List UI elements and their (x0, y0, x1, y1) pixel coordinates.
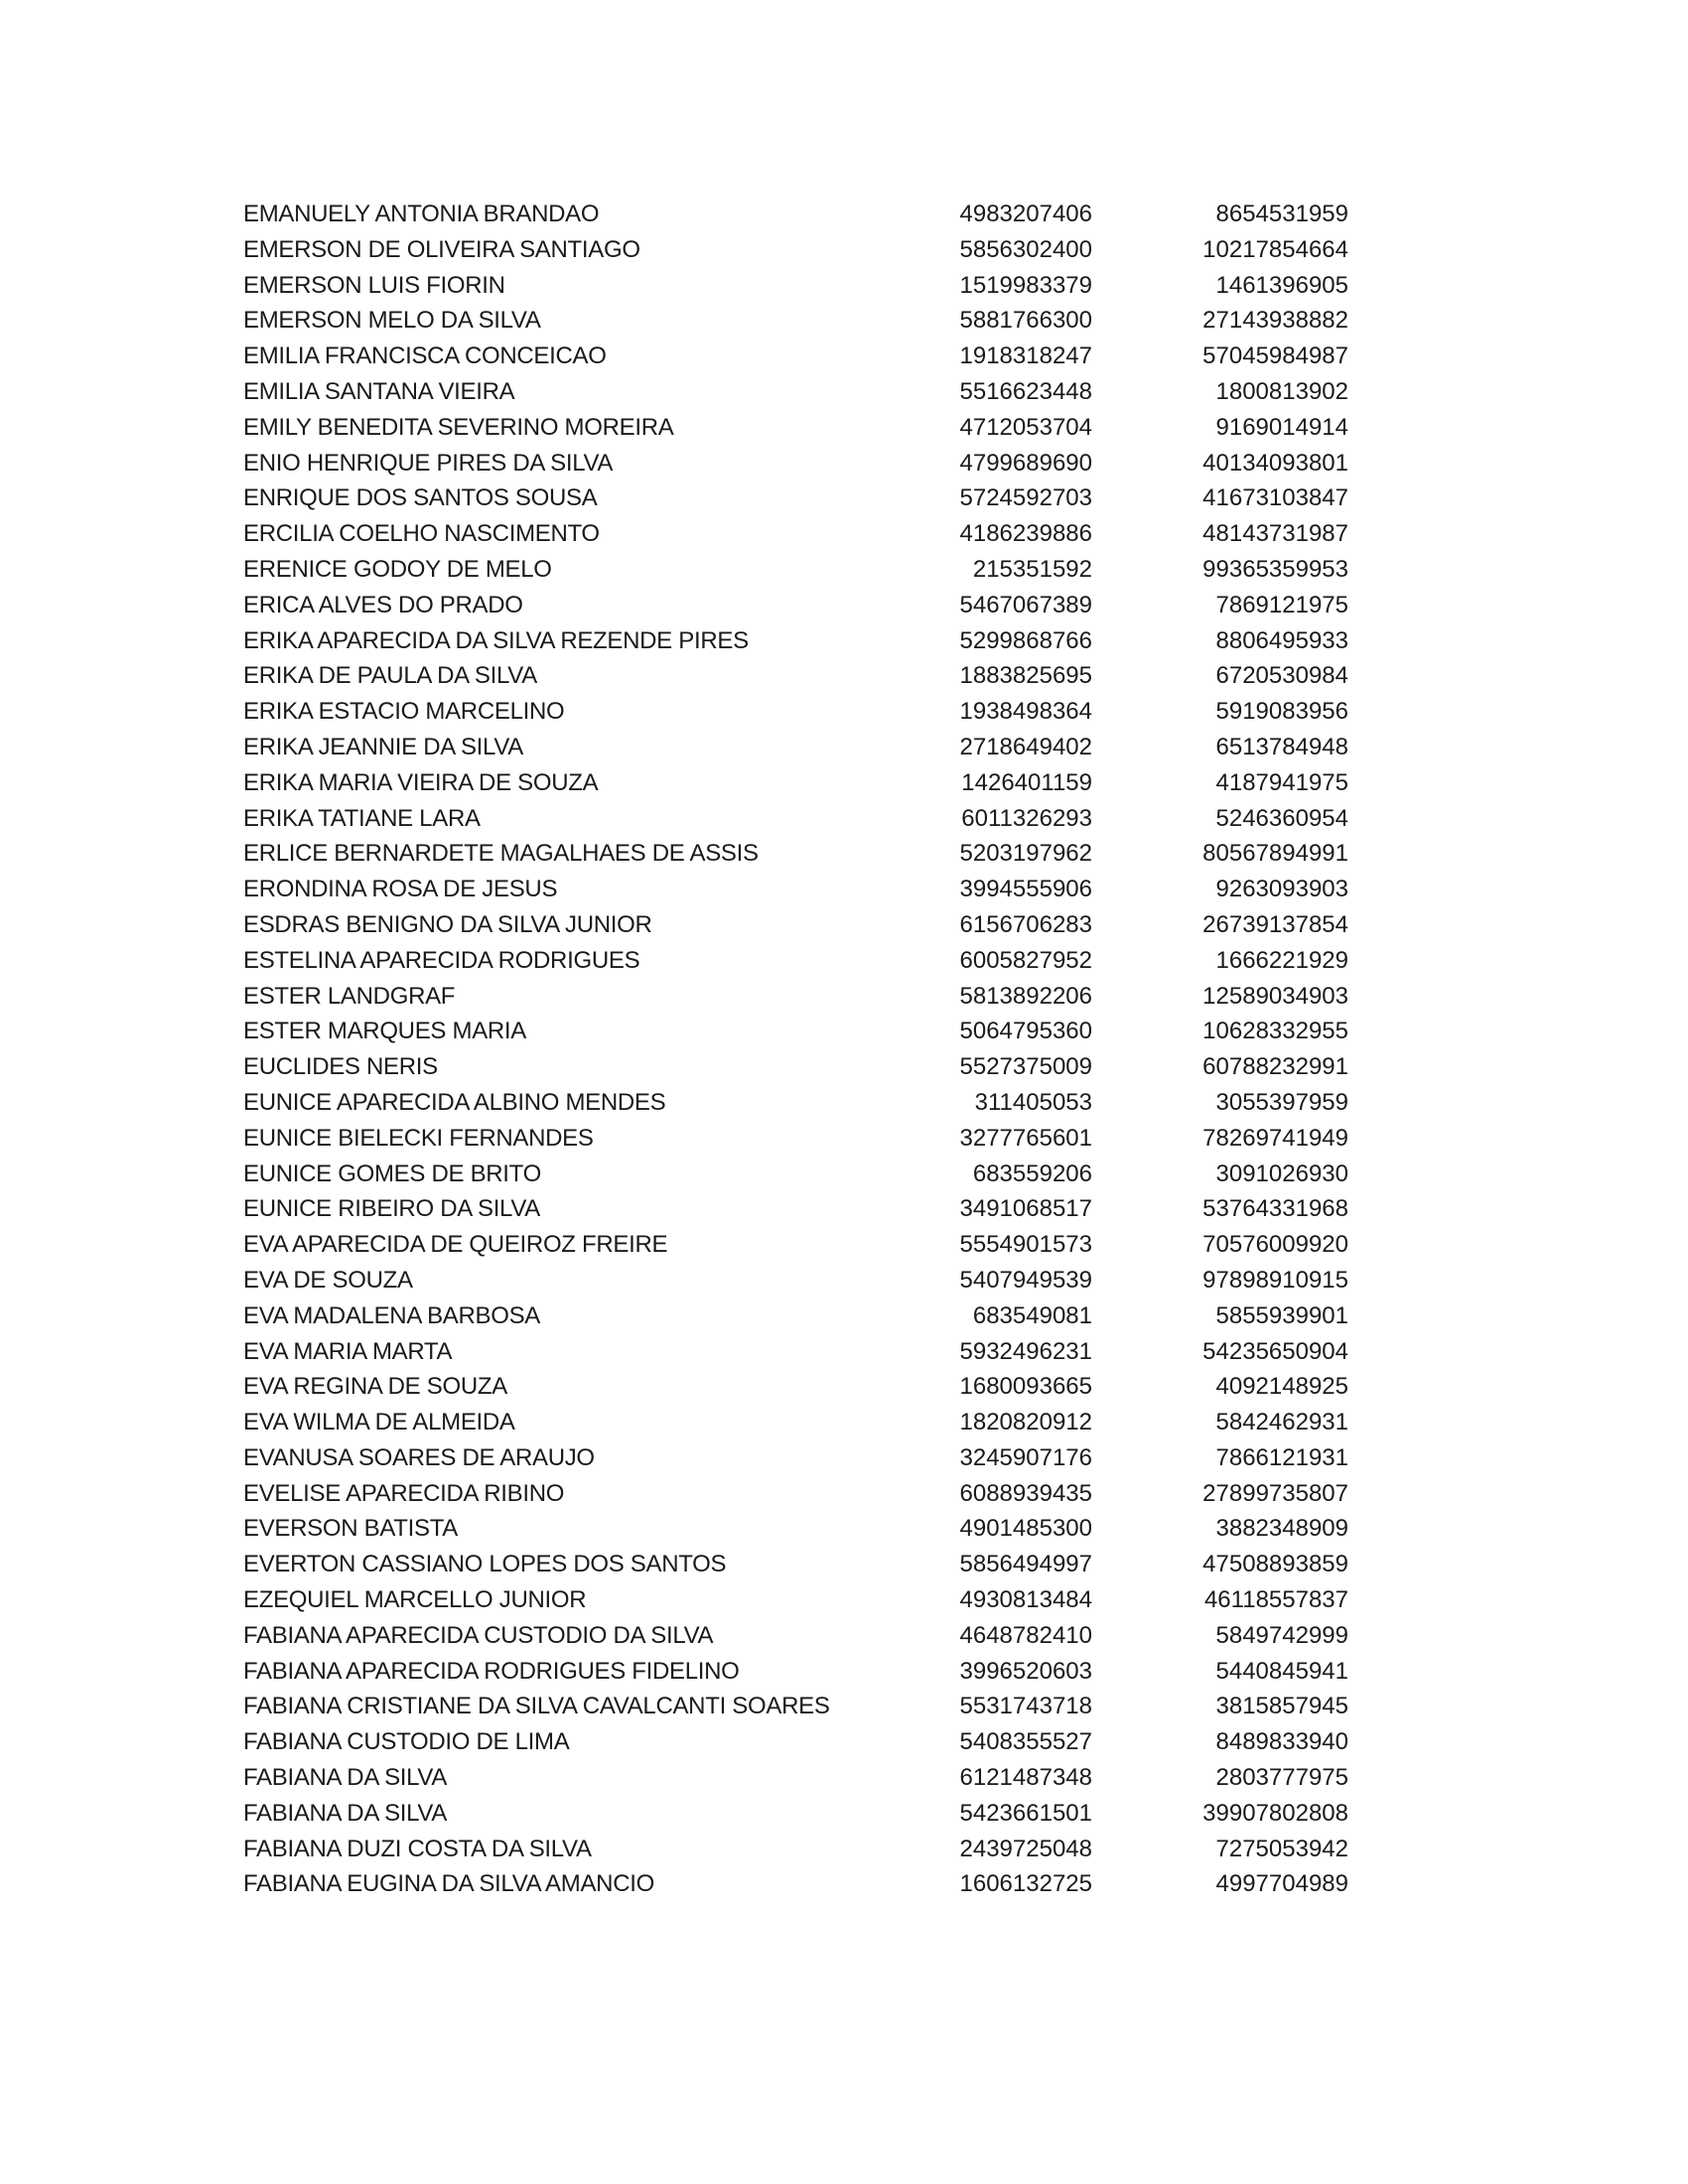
table-row (243, 1796, 1350, 1832)
number-col-1: 2439725048 (959, 1835, 1092, 1862)
number-col-1: 5516623448 (959, 377, 1092, 405)
number-col-2: 57045984987 (1202, 342, 1348, 370)
number-col-1: 311405053 (974, 1088, 1092, 1116)
person-name: EZEQUIEL MARCELLO JUNIOR (243, 1586, 587, 1614)
number-col-1: 5881766300 (959, 307, 1092, 335)
person-name: ERIKA ESTACIO MARCELINO (243, 698, 565, 726)
number-col-1: 5467067389 (959, 591, 1092, 618)
person-name: FABIANA APARECIDA RODRIGUES FIDELINO (243, 1657, 740, 1685)
person-name: EVA APARECIDA DE QUEIROZ FREIRE (243, 1231, 668, 1259)
person-name: EMERSON DE OLIVEIRA SANTIAGO (243, 235, 640, 263)
number-col-2: 99365359953 (1202, 555, 1348, 583)
person-name: ERIKA APARECIDA DA SILVA REZENDE PIRES (243, 626, 749, 654)
number-col-2: 6513784948 (1215, 733, 1348, 760)
number-col-1: 5407949539 (959, 1266, 1092, 1294)
number-col-1: 4648782410 (959, 1621, 1092, 1649)
number-col-2: 1800813902 (1215, 377, 1348, 405)
number-col-1: 5724592703 (959, 484, 1092, 512)
number-col-2: 5842462931 (1215, 1409, 1348, 1436)
person-name: ENRIQUE DOS SANTOS SOUSA (243, 484, 598, 512)
number-col-1: 6005827952 (959, 946, 1092, 974)
table-row (243, 1476, 1350, 1512)
table-row (243, 1866, 1350, 1902)
number-col-1: 3277765601 (959, 1124, 1092, 1152)
person-name: ERIKA TATIANE LARA (243, 804, 481, 832)
number-col-2: 8489833940 (1215, 1728, 1348, 1756)
person-name: EUNICE RIBEIRO DA SILVA (243, 1195, 540, 1223)
number-col-1: 6088939435 (959, 1479, 1092, 1507)
table-row (243, 979, 1350, 1015)
number-col-2: 3055397959 (1215, 1088, 1348, 1116)
person-name: EUNICE BIELECKI FERNANDES (243, 1124, 594, 1152)
person-name: EUNICE GOMES DE BRITO (243, 1160, 541, 1187)
number-col-2: 9169014914 (1215, 413, 1348, 441)
table-row (243, 1157, 1350, 1192)
table-row (243, 801, 1350, 837)
table-row (243, 694, 1350, 730)
number-col-1: 5554901573 (959, 1231, 1092, 1259)
table-row (243, 1654, 1350, 1690)
number-col-1: 5527375009 (959, 1053, 1092, 1081)
number-col-1: 6011326293 (961, 804, 1092, 832)
table-row (243, 1547, 1350, 1582)
table-row (243, 1014, 1350, 1049)
table-row (243, 446, 1350, 481)
number-col-1: 1519983379 (959, 271, 1092, 299)
person-name: ERCILIA COELHO NASCIMENTO (243, 520, 600, 548)
person-name: FABIANA APARECIDA CUSTODIO DA SILVA (243, 1621, 714, 1649)
person-name: EVERTON CASSIANO LOPES DOS SANTOS (243, 1551, 727, 1578)
number-col-1: 5813892206 (959, 982, 1092, 1010)
table-row (243, 1085, 1350, 1121)
table-row (243, 1191, 1350, 1227)
person-name: EVA WILMA DE ALMEIDA (243, 1409, 515, 1436)
person-name: FABIANA DUZI COSTA DA SILVA (243, 1835, 592, 1862)
number-col-2: 4997704989 (1215, 1870, 1348, 1898)
table-row (243, 588, 1350, 623)
number-col-2: 7866121931 (1215, 1443, 1348, 1471)
number-col-2: 1666221929 (1215, 946, 1348, 974)
person-name: EVA DE SOUZA (243, 1266, 413, 1294)
number-col-2: 53764331968 (1202, 1195, 1348, 1223)
number-col-1: 5064795360 (959, 1018, 1092, 1045)
number-col-1: 4186239886 (959, 520, 1092, 548)
table-row (243, 1832, 1350, 1867)
number-col-1: 1918318247 (959, 342, 1092, 370)
number-col-1: 4983207406 (959, 201, 1092, 227)
number-col-1: 5299868766 (959, 626, 1092, 654)
number-col-1: 1820820912 (959, 1409, 1092, 1436)
number-col-1: 4930813484 (959, 1586, 1092, 1614)
person-name: EUCLIDES NERIS (243, 1053, 438, 1081)
records-table (243, 197, 1350, 1902)
number-col-2: 7275053942 (1215, 1835, 1348, 1862)
person-name: FABIANA CUSTODIO DE LIMA (243, 1728, 570, 1756)
table-row (243, 552, 1350, 588)
person-name: ERENICE GODOY DE MELO (243, 555, 552, 583)
number-col-2: 78269741949 (1202, 1124, 1348, 1152)
table-row (243, 907, 1350, 943)
number-col-2: 3815857945 (1215, 1693, 1348, 1720)
number-col-2: 1461396905 (1215, 271, 1348, 299)
number-col-2: 70576009920 (1202, 1231, 1348, 1259)
table-row (243, 836, 1350, 872)
number-col-1: 1426401159 (961, 768, 1092, 796)
person-name: ENIO HENRIQUE PIRES DA SILVA (243, 449, 614, 477)
table-row (243, 374, 1350, 410)
person-name: EVA REGINA DE SOUZA (243, 1373, 507, 1401)
table-row (243, 1724, 1350, 1760)
number-col-1: 6121487348 (959, 1764, 1092, 1792)
number-col-2: 7869121975 (1215, 591, 1348, 618)
number-col-2: 4187941975 (1215, 768, 1348, 796)
number-col-1: 5856494997 (959, 1551, 1092, 1578)
number-col-1: 5531743718 (959, 1693, 1092, 1720)
number-col-1: 6156706283 (959, 910, 1092, 938)
number-col-2: 3882348909 (1215, 1515, 1348, 1543)
number-col-2: 10628332955 (1202, 1018, 1348, 1045)
number-col-2: 5440845941 (1215, 1657, 1348, 1685)
person-name: EMILIA FRANCISCA CONCEICAO (243, 342, 607, 370)
number-col-1: 4799689690 (959, 449, 1092, 477)
table-row (243, 1618, 1350, 1654)
number-col-2: 5849742999 (1215, 1621, 1348, 1649)
table-row (243, 232, 1350, 268)
table-row (243, 516, 1350, 552)
table-row (243, 730, 1350, 765)
number-col-1: 5203197962 (959, 840, 1092, 868)
table-row (243, 1511, 1350, 1547)
number-col-2: 40134093801 (1202, 449, 1348, 477)
number-col-1: 5932496231 (959, 1337, 1092, 1365)
table-row (243, 765, 1350, 801)
table-row (243, 658, 1350, 694)
table-row (243, 1405, 1350, 1440)
number-col-2: 3091026930 (1215, 1160, 1348, 1187)
person-name: FABIANA DA SILVA (243, 1764, 448, 1792)
number-col-2: 47508893859 (1202, 1551, 1348, 1578)
number-col-1: 1938498364 (959, 698, 1092, 726)
number-col-1: 683559206 (972, 1160, 1092, 1187)
person-name: EMERSON MELO DA SILVA (243, 307, 541, 335)
number-col-1: 2718649402 (959, 733, 1092, 760)
number-col-2: 8806495933 (1215, 626, 1348, 654)
person-name: ERICA ALVES DO PRADO (243, 591, 523, 618)
table-row (243, 943, 1350, 979)
number-col-1: 1606132725 (959, 1870, 1092, 1898)
number-col-2: 2803777975 (1215, 1764, 1348, 1792)
table-row (243, 1582, 1350, 1618)
number-col-1: 683549081 (972, 1301, 1092, 1329)
person-name: EVA MARIA MARTA (243, 1337, 453, 1365)
table-row (243, 1440, 1350, 1476)
person-name: ESTELINA APARECIDA RODRIGUES (243, 946, 640, 974)
table-row (243, 1049, 1350, 1085)
number-col-2: 27899735807 (1202, 1479, 1348, 1507)
number-col-2: 48143731987 (1202, 520, 1348, 548)
table-row (243, 1227, 1350, 1263)
number-col-1: 3994555906 (959, 876, 1092, 903)
number-col-1: 5856302400 (959, 235, 1092, 263)
person-name: EMANUELY ANTONIA BRANDAO (243, 201, 600, 227)
table-row (243, 1689, 1350, 1724)
person-name: EVANUSA SOARES DE ARAUJO (243, 1443, 595, 1471)
number-col-1: 5408355527 (959, 1728, 1092, 1756)
person-name: ESDRAS BENIGNO DA SILVA JUNIOR (243, 910, 652, 938)
number-col-2: 60788232991 (1202, 1053, 1348, 1081)
table-row (243, 623, 1350, 659)
number-col-2: 39907802808 (1202, 1799, 1348, 1827)
number-col-1: 3491068517 (959, 1195, 1092, 1223)
number-col-1: 3245907176 (959, 1443, 1092, 1471)
number-col-2: 5855939901 (1215, 1301, 1348, 1329)
number-col-2: 54235650904 (1202, 1337, 1348, 1365)
person-name: ERIKA JEANNIE DA SILVA (243, 733, 523, 760)
table-row (243, 480, 1350, 516)
table-row (243, 1334, 1350, 1370)
number-col-1: 3996520603 (959, 1657, 1092, 1685)
number-col-1: 4712053704 (959, 413, 1092, 441)
number-col-1: 1680093665 (959, 1373, 1092, 1401)
number-col-2: 97898910915 (1202, 1266, 1348, 1294)
table-row (243, 268, 1350, 304)
table-row (243, 410, 1350, 446)
number-col-2: 8654531959 (1215, 201, 1348, 227)
table-row (243, 1298, 1350, 1334)
person-name: EVELISE APARECIDA RIBINO (243, 1479, 565, 1507)
person-name: ERIKA MARIA VIEIRA DE SOUZA (243, 768, 599, 796)
person-name: EMERSON LUIS FIORIN (243, 271, 505, 299)
person-name: EMILIA SANTANA VIEIRA (243, 377, 515, 405)
table-row (243, 1760, 1350, 1796)
person-name: FABIANA DA SILVA (243, 1799, 448, 1827)
number-col-2: 80567894991 (1202, 840, 1348, 868)
number-col-1: 5423661501 (959, 1799, 1092, 1827)
number-col-2: 26739137854 (1202, 910, 1348, 938)
person-name: ESTER MARQUES MARIA (243, 1018, 527, 1045)
person-name: EUNICE APARECIDA ALBINO MENDES (243, 1088, 666, 1116)
number-col-1: 4901485300 (959, 1515, 1092, 1543)
number-col-2: 4092148925 (1215, 1373, 1348, 1401)
number-col-1: 215351592 (972, 555, 1092, 583)
person-name: FABIANA EUGINA DA SILVA AMANCIO (243, 1870, 654, 1898)
number-col-2: 5246360954 (1215, 804, 1348, 832)
number-col-2: 27143938882 (1202, 307, 1348, 335)
person-name: ERLICE BERNARDETE MAGALHAES DE ASSIS (243, 840, 759, 868)
table-row (243, 339, 1350, 374)
table-row (243, 303, 1350, 339)
number-col-2: 6720530984 (1215, 662, 1348, 690)
number-col-2: 5919083956 (1215, 698, 1348, 726)
number-col-2: 9263093903 (1215, 876, 1348, 903)
person-name: FABIANA CRISTIANE DA SILVA CAVALCANTI SOARES (243, 1693, 830, 1720)
table-row (243, 872, 1350, 907)
number-col-2: 46118557837 (1203, 1586, 1348, 1614)
person-name: ERONDINA ROSA DE JESUS (243, 876, 558, 903)
number-col-2: 41673103847 (1202, 484, 1348, 512)
number-col-1: 1883825695 (959, 662, 1092, 690)
table-row (243, 197, 1350, 232)
person-name: EVA MADALENA BARBOSA (243, 1301, 541, 1329)
person-name: ESTER LANDGRAF (243, 982, 456, 1010)
person-name: EMILY BENEDITA SEVERINO MOREIRA (243, 413, 674, 441)
number-col-2: 10217854664 (1202, 235, 1348, 263)
number-col-2: 12589034903 (1202, 982, 1348, 1010)
table-row (243, 1369, 1350, 1405)
person-name: EVERSON BATISTA (243, 1515, 458, 1543)
table-row (243, 1121, 1350, 1157)
person-name: ERIKA DE PAULA DA SILVA (243, 662, 537, 690)
table-row (243, 1263, 1350, 1298)
